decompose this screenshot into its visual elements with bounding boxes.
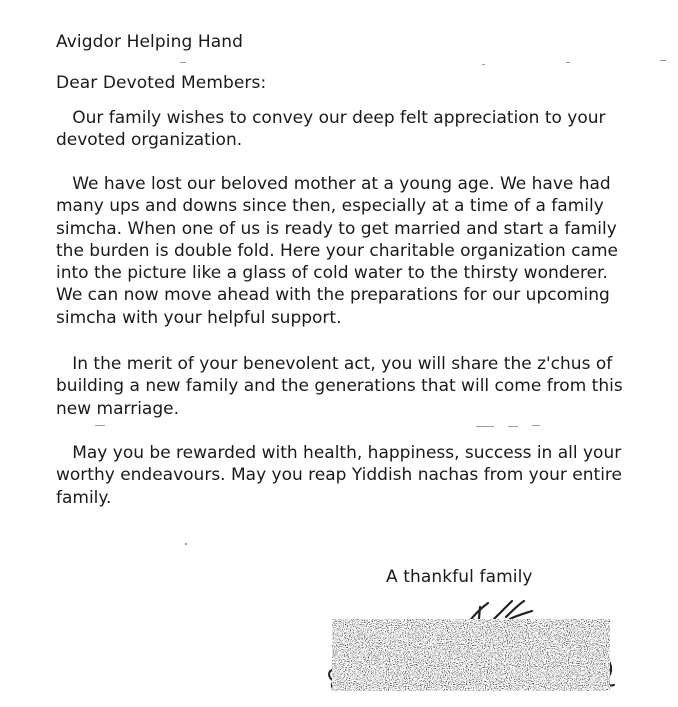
scan-speck <box>660 60 666 61</box>
paragraph-appreciation <box>56 107 626 152</box>
paragraph-line: building a new family and the generations that will come from this <box>56 376 623 397</box>
paragraph-merit <box>56 353 626 420</box>
paragraph-line: many ups and downs since then, especially at a time of a family <box>56 196 604 217</box>
paragraph-line: May you be rewarded with health, happiness, success in all your <box>56 443 622 463</box>
scan-speck <box>185 543 187 545</box>
scan-speck <box>180 62 186 63</box>
paragraph-blessing <box>56 442 626 509</box>
paragraph-line: Our family wishes to convey our deep felt appreciation to your <box>56 108 606 128</box>
paragraph-line: simcha. When one of us is ready to get married and start a family <box>56 218 617 239</box>
scan-speck <box>95 425 105 426</box>
paragraph-line: new marriage. <box>56 398 179 419</box>
paragraph-line: worthy endeavours. May you reap Yiddish nachas from your entire <box>56 465 622 486</box>
salutation: Dear Devoted Members: <box>56 73 267 93</box>
paragraph-line: devoted organization. <box>56 130 243 151</box>
paragraph-line: We can now move ahead with the preparations for our upcoming <box>56 285 610 306</box>
paragraph-line: the burden is double fold. Here your charitable organization came <box>56 240 618 261</box>
redacted-signature <box>318 595 624 695</box>
paragraph-line: into the picture like a glass of cold water to the thirsty wonderer. <box>56 263 608 284</box>
recipient-line: Avigdor Helping Hand <box>56 32 244 52</box>
paragraph-line: In the merit of your benevolent act, you will share the z'chus of <box>56 354 613 374</box>
scan-speck <box>476 426 494 427</box>
closing-line: A thankful family <box>386 567 533 587</box>
scan-speck <box>532 425 540 426</box>
paragraph-story <box>56 173 626 329</box>
paragraph-line: We have lost our beloved mother at a young age. We have had <box>56 174 611 194</box>
paragraph-line: family. <box>56 487 112 508</box>
scan-speck <box>482 64 485 65</box>
paragraph-line: simcha with your helpful support. <box>56 307 342 328</box>
scan-speck <box>566 62 570 63</box>
scan-speck <box>508 426 518 427</box>
